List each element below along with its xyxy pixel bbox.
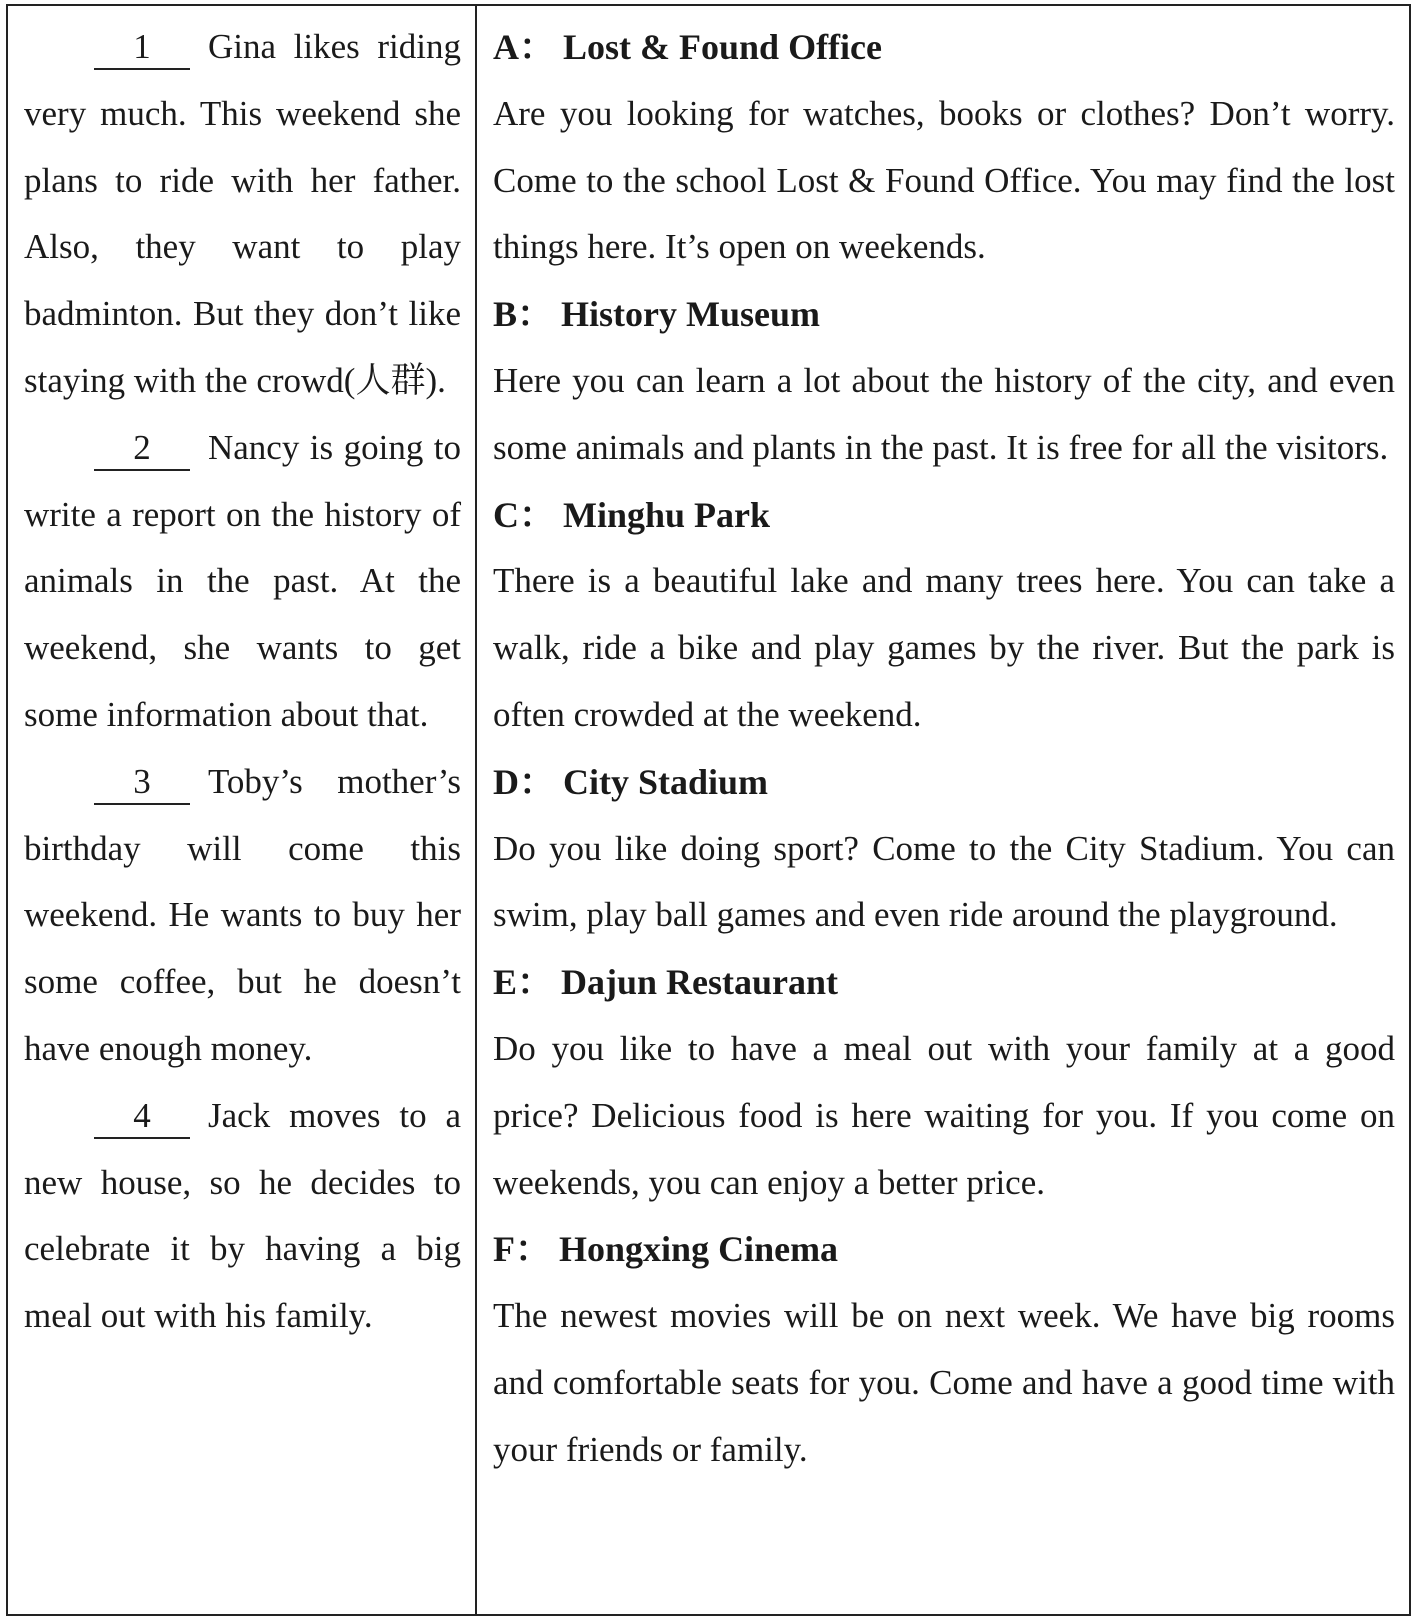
place-letter: F (493, 1229, 515, 1270)
person-item (24, 14, 461, 415)
places-column (477, 6, 1409, 1614)
person-item (24, 749, 461, 1083)
place-colon: ： (519, 761, 556, 802)
place-title: City Stadium (563, 761, 769, 802)
place-letter: C (493, 494, 519, 535)
answer-blank: 4 (94, 1095, 190, 1139)
place-colon: ： (517, 962, 554, 1003)
persons-column (8, 6, 477, 1614)
place-colon: ： (517, 294, 554, 335)
place-title: Dajun Restaurant (561, 962, 839, 1003)
place-description: The newest movies will be on next week. We have big rooms and comfortable seats for you. Come and have a good time with your friends or family. (493, 1296, 1395, 1469)
matching-table (6, 4, 1411, 1616)
place-heading (493, 482, 1395, 549)
place-letter: A (493, 27, 519, 67)
answer-blank: 2 (94, 427, 190, 471)
place-heading (493, 1216, 1395, 1283)
place-description: Are you looking for watches, books or clothes? Don’t worry. Come to the school Lost & Found Office. You may find the lost things here. It’s open on weekends. (493, 93, 1395, 267)
place-letter: E (493, 962, 518, 1003)
place-description: Do you like to have a meal out with your family at a good price? Delicious food is here waiting for you. If you come on weekends, you can enjoy a better price. (493, 1028, 1395, 1202)
place-heading (493, 281, 1395, 348)
place-title: Hongxing Cinema (559, 1229, 839, 1270)
place-colon: ： (519, 27, 556, 67)
place-heading (493, 949, 1395, 1016)
place-description: Here you can learn a lot about the history of the city, and even some animals and plants in the past. It is free for all the visitors. (493, 360, 1395, 467)
place-letter: B (493, 294, 518, 335)
person-description: Nancy is going to write a report on the history of animals in the past. At the weekend, she wants to get some information about that. (24, 427, 461, 734)
place-letter: D (493, 761, 519, 802)
place-title: History Museum (561, 294, 821, 335)
place-title: Minghu Park (563, 494, 771, 535)
person-description: Jack moves to a new house, so he decides to celebrate it by having a big meal out with his family. (24, 1095, 461, 1336)
place-description: There is a beautiful lake and many trees here. You can take a walk, ride a bike and play games by the river. But the park is often crowded at the weekend. (493, 561, 1395, 734)
place-description: Do you like doing sport? Come to the City Stadium. You can swim, play ball games and even ride around the playground. (493, 828, 1395, 935)
place-heading (493, 14, 1395, 81)
place-title: Lost & Found Office (563, 27, 883, 67)
place-colon: ： (515, 1229, 552, 1270)
place-heading (493, 749, 1395, 816)
place-colon: ： (519, 494, 556, 535)
person-item (24, 415, 461, 749)
person-description: Gina likes riding very much. This weekend she plans to ride with her father. Also, they want to play badminton. But they don’t like staying with the crowd(人群). (24, 27, 461, 400)
answer-blank: 3 (94, 761, 190, 805)
person-item (24, 1083, 461, 1350)
person-description: Toby’s mother’s birthday will come this weekend. He wants to buy her some coffee, but he doesn’t have enough money. (24, 761, 461, 1068)
answer-blank: 1 (94, 26, 190, 70)
